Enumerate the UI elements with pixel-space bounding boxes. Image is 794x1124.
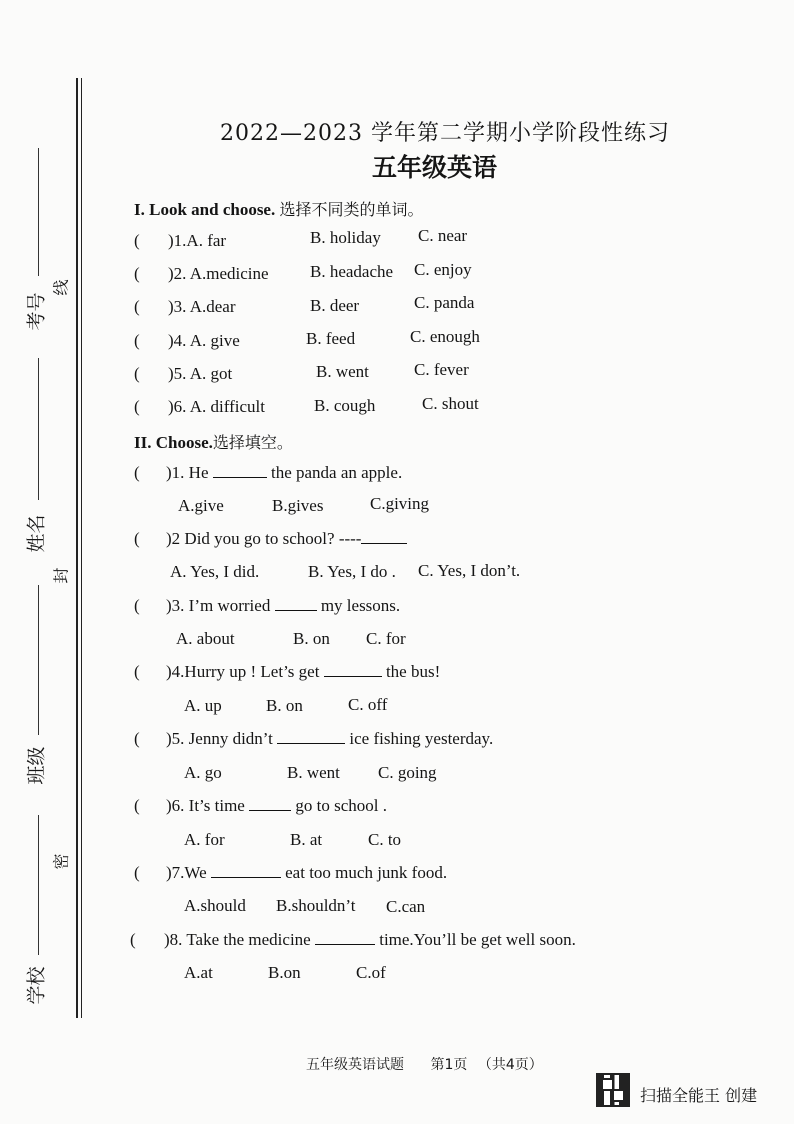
fill-blank[interactable] [324,662,382,677]
option-a: A.should [184,896,246,915]
item-c: C. enough [410,327,480,346]
question [166,729,493,749]
section2-heading [134,430,293,453]
option-c: C. for [366,629,406,648]
question-text: )4.Hurry up ! Let’s get [166,662,320,681]
item-c: C. near [418,226,468,245]
footer-page: 第1页 [430,1057,468,1073]
xingming-blank [38,358,39,500]
option-a: A. about [176,629,235,648]
section2-heading-cn: 选择填空。 [212,433,293,452]
option-a: A. go [184,763,222,782]
question-text: )3. I’m worried [166,596,271,615]
option-c: C. off [348,695,388,714]
option-b: B. at [290,830,323,849]
binding-line-inner [81,78,82,1018]
option-a: A. Yes, I did. [170,562,260,581]
qr-code-icon [596,1073,630,1107]
item-a: )2. A.medicine [168,264,269,283]
xuexiao-blank [38,815,39,955]
fill-blank[interactable] [211,863,281,878]
option-c: C. Yes, I don’t. [418,561,521,580]
banji-blank [38,585,39,735]
option-c: C.of [356,963,386,982]
item-b: B. holiday [310,228,381,247]
fill-blank[interactable] [275,596,317,611]
xingming-label: 姓名 [25,514,48,553]
item-a: )5. A. got [168,364,233,383]
option-b: B. Yes, I do . [308,562,396,581]
answer-paren[interactable]: ( [134,463,140,482]
page-footer [306,1054,543,1074]
item-a: )1.A. far [168,231,227,250]
option-b: B. on [266,696,303,715]
answer-paren[interactable]: ( [134,596,140,615]
question-text: )1. He [166,463,209,482]
option-c: C. going [378,763,437,782]
question-text-after: ice fishing yesterday. [349,729,494,748]
page-subtitle: 五年级英语 [372,153,498,182]
kaohao-label: 考号 [25,292,48,331]
question [166,463,402,483]
seal-mi: 密 [51,853,71,870]
item-a: )4. A. give [168,331,240,350]
item-b: B. went [316,362,369,381]
question [166,662,440,682]
item-b: B. cough [314,396,376,415]
item-b: B. feed [306,329,356,348]
page-title: 2022—2023 学年第二学期小学阶段性练习 [220,121,670,146]
question [166,863,447,883]
option-c: C.can [386,897,426,916]
fill-blank[interactable] [213,463,267,478]
fill-blank[interactable] [249,796,291,811]
answer-paren[interactable]: ( [134,796,140,815]
item-c: C. shout [422,394,479,413]
xuexiao-label: 学校 [25,966,48,1005]
fill-blank[interactable] [315,930,375,945]
item-c: C. panda [414,293,475,312]
banji-label: 班级 [25,746,48,785]
answer-paren[interactable]: ( [134,529,140,548]
option-a: A. up [184,696,222,715]
section1-heading-en: I. Look and choose. [134,200,276,219]
answer-paren[interactable]: ( [134,264,140,283]
answer-paren[interactable]: ( [134,331,140,350]
question-text-after: the panda an apple. [270,463,403,482]
answer-paren[interactable]: ( [134,364,140,383]
answer-paren[interactable]: ( [134,231,140,250]
answer-paren[interactable]: ( [134,297,140,316]
question [164,930,576,950]
section1-heading [134,197,424,220]
option-a: A. for [184,830,225,849]
answer-paren[interactable]: ( [134,662,140,681]
fill-blank[interactable] [277,729,345,744]
question-text-after: time.You’ll be get well soon. [379,930,576,949]
item-b: B. deer [310,296,360,315]
item-a: )6. A. difficult [168,397,265,416]
question-text: )6. It’s time [166,796,245,815]
option-b: B.gives [272,496,324,515]
item-c: C. fever [414,360,469,379]
seal-feng: 封 [51,567,71,584]
item-a: )3. A.dear [168,297,236,316]
question-text: )8. Take the medicine [164,930,311,949]
footer-total: （共4页） [477,1057,543,1073]
question-text: )2 Did you go to school? ---- [166,529,362,548]
footer-exam-name: 五年级英语试题 [306,1057,404,1073]
option-c: C. to [368,830,402,849]
answer-paren[interactable]: ( [134,863,140,882]
question-text-after: eat too much junk food. [285,863,448,882]
question-text: )7.We [166,863,207,882]
question [166,796,387,816]
answer-paren[interactable]: ( [130,930,136,949]
question-text-after: my lessons. [320,596,401,615]
kaohao-blank [38,148,39,276]
answer-paren[interactable]: ( [134,729,140,748]
scanner-watermark: 扫描全能王 创建 [640,1086,758,1105]
question-text-after: the bus! [385,662,441,681]
option-b: B.on [268,963,301,982]
binding-line-outer [76,78,78,1018]
question-text-after: go to school . [295,796,387,815]
option-a: A.at [184,963,213,982]
seal-xian: 线 [51,279,71,296]
option-c: C.giving [370,494,430,513]
section2-heading-en: II. Choose. [134,433,213,452]
item-c: C. enjoy [414,260,472,279]
answer-paren[interactable]: ( [134,397,140,416]
question-text: )5. Jenny didn’t [166,729,273,748]
option-b: B.shouldn’t [276,896,356,915]
section1-heading-cn: 选择不同类的单词。 [279,200,424,219]
item-b: B. headache [310,262,394,281]
fill-blank[interactable] [361,529,407,544]
option-a: A.give [178,496,224,515]
question [166,596,400,616]
question [166,529,407,549]
option-b: B. on [293,629,330,648]
option-b: B. went [287,763,340,782]
